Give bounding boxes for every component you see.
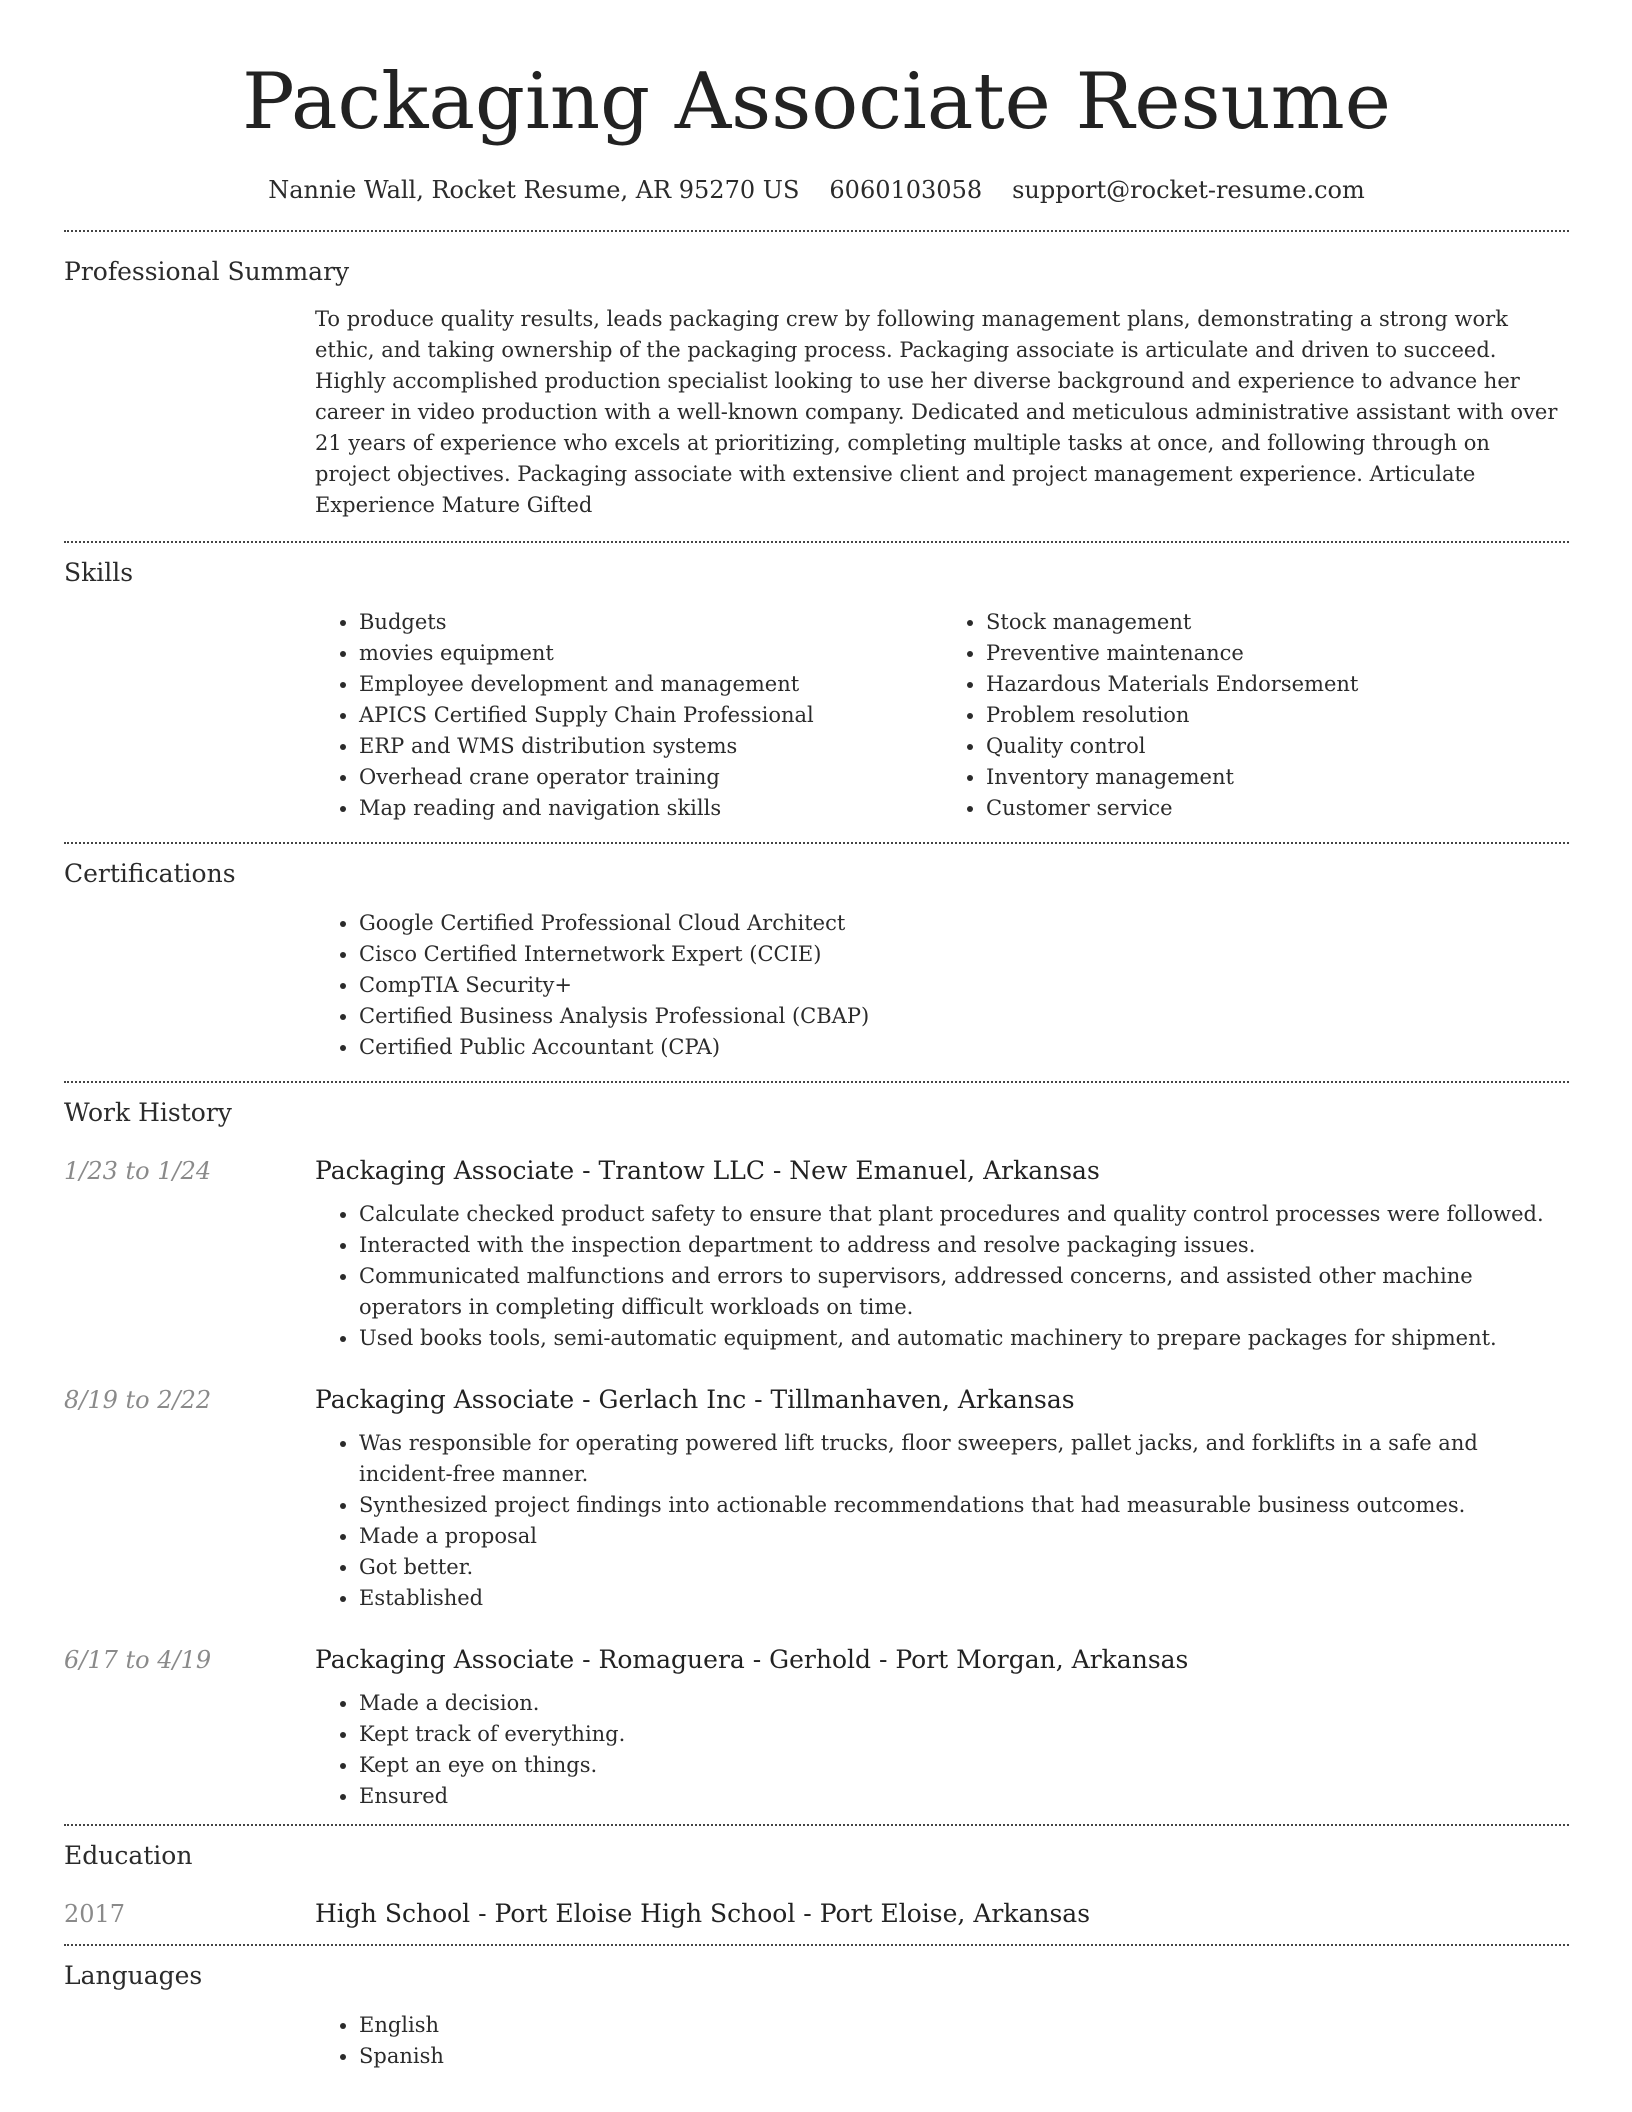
education-title: High School - Port Eloise High School - Port Eloise, Arkansas <box>315 1899 1091 1928</box>
list-item: • Employee development and management <box>359 669 942 700</box>
certifications-heading: Certifications <box>64 859 236 888</box>
job-bullets <box>315 1688 1569 1812</box>
section-divider <box>64 842 1569 844</box>
summary-text: To produce quality results, leads packaging crew by following management plans, demonstrating a strong work ethic, and taking ownership of the packaging process. Packaging associate is articulate and driven to succeed. Highly accomplished production specialist looking to use her diverse background and experience to advance her career in video production with a well-known company. Dedicated and meticulous administrative assistant with over 21 years of experience who excels at prioritizing, completing multiple tasks at once, and following through on project objectives. Packaging associate with extensive client and project management experience. Articulate Experience Mature Gifted <box>315 307 1558 517</box>
education-heading: Education <box>64 1841 193 1870</box>
job-entry <box>64 1380 1569 1420</box>
list-item: • CompTIA Security+ <box>359 970 1569 1001</box>
list-item: • Certified Public Accountant (CPA) <box>359 1032 1569 1063</box>
education-section <box>64 1836 1569 1934</box>
list-item: • APICS Certified Supply Chain Professional <box>359 700 942 731</box>
job-title: Packaging Associate - Trantow LLC - New Emanuel, Arkansas <box>315 1156 1100 1185</box>
job-date: 8/19 to 2/22 <box>64 1386 212 1414</box>
job-date: 6/17 to 4/19 <box>64 1646 212 1674</box>
section-divider <box>64 541 1569 543</box>
resume-page <box>64 0 1569 2072</box>
list-item: • Stock management <box>986 607 1569 638</box>
section-divider <box>64 1944 1569 1946</box>
summary-section <box>64 252 1569 521</box>
section-divider <box>64 1824 1569 1826</box>
job-bullets <box>315 1199 1569 1354</box>
list-item: • Got better. <box>359 1552 1569 1583</box>
job-date: 1/23 to 1/24 <box>64 1157 212 1185</box>
contact-phone: 6060103058 <box>829 176 983 204</box>
list-item: • Calculate checked product safety to ensure that plant procedures and quality control processes were followed. <box>359 1199 1569 1230</box>
section-divider <box>64 1081 1569 1083</box>
summary-heading: Professional Summary <box>64 257 350 286</box>
list-item: • Map reading and navigation skills <box>359 793 942 824</box>
section-divider <box>64 230 1569 232</box>
job-bullets <box>315 1428 1569 1614</box>
contact-address: Nannie Wall, Rocket Resume, AR 95270 US <box>268 176 800 204</box>
list-item: • Preventive maintenance <box>986 638 1569 669</box>
work-section <box>64 1093 1569 1812</box>
languages-list <box>315 2010 1569 2072</box>
list-item: • Quality control <box>986 731 1569 762</box>
list-item: • Google Certified Professional Cloud Architect <box>359 908 1569 939</box>
list-item: • Spanish <box>359 2041 1569 2072</box>
list-item: • Was responsible for operating powered lift trucks, floor sweepers, pallet jacks, and forklifts in a safe and incident-free manner. <box>359 1428 1569 1490</box>
list-item: • Customer service <box>986 793 1569 824</box>
contact-email: support@rocket-resume.com <box>1012 176 1365 204</box>
list-item: • Overhead crane operator training <box>359 762 942 793</box>
work-heading: Work History <box>64 1098 232 1127</box>
skills-list-left <box>315 607 942 824</box>
list-item: • English <box>359 2010 1569 2041</box>
languages-section <box>64 1956 1569 2072</box>
list-item: • Kept an eye on things. <box>359 1750 1569 1781</box>
list-item: • movies equipment <box>359 638 942 669</box>
list-item: • Made a decision. <box>359 1688 1569 1719</box>
page-title: Packaging Associate Resume <box>242 57 1391 147</box>
list-item: • Used books tools, semi-automatic equipment, and automatic machinery to prepare packages for shipment. <box>359 1323 1569 1354</box>
job-entry <box>64 1151 1569 1191</box>
list-item: • Synthesized project findings into actionable recommendations that had measurable business outcomes. <box>359 1490 1569 1521</box>
list-item: • Cisco Certified Internetwork Expert (CCIE) <box>359 939 1569 970</box>
skills-heading: Skills <box>64 558 134 587</box>
skills-section <box>64 553 1569 824</box>
list-item: • Certified Business Analysis Professional (CBAP) <box>359 1001 1569 1032</box>
job-title: Packaging Associate - Romaguera - Gerhold - Port Morgan, Arkansas <box>315 1645 1189 1674</box>
list-item: • Established <box>359 1583 1569 1614</box>
list-item: • Interacted with the inspection department to address and resolve packaging issues. <box>359 1230 1569 1261</box>
job-title: Packaging Associate - Gerlach Inc - Tillmanhaven, Arkansas <box>315 1385 1075 1414</box>
list-item: • ERP and WMS distribution systems <box>359 731 942 762</box>
certifications-list <box>315 908 1569 1063</box>
job-entry <box>64 1640 1569 1680</box>
list-item: • Problem resolution <box>986 700 1569 731</box>
list-item: • Made a proposal <box>359 1521 1569 1552</box>
list-item: • Budgets <box>359 607 942 638</box>
contact-line <box>64 170 1569 210</box>
list-item: • Inventory management <box>986 762 1569 793</box>
list-item: • Communicated malfunctions and errors to supervisors, addressed concerns, and assisted other machine operators in completing difficult workloads on time. <box>359 1261 1569 1323</box>
languages-heading: Languages <box>64 1961 203 1990</box>
list-item: • Hazardous Materials Endorsement <box>986 669 1569 700</box>
education-entry <box>64 1894 1569 1934</box>
skills-list-right <box>942 607 1569 824</box>
education-date: 2017 <box>64 1900 126 1928</box>
list-item: • Ensured <box>359 1781 1569 1812</box>
certifications-section <box>64 854 1569 1063</box>
list-item: • Kept track of everything. <box>359 1719 1569 1750</box>
